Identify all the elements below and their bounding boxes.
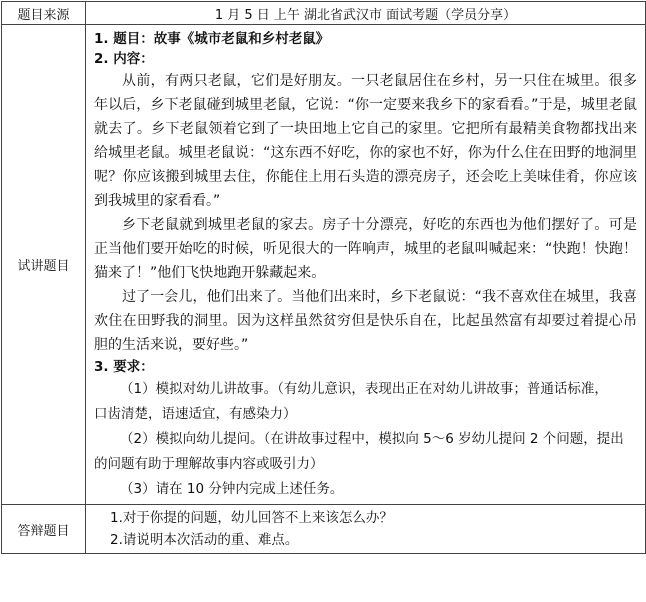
story-paragraph-3: 过了一会儿，他们出来了。当他们出来时，乡下老鼠说：“我不喜欢住在城里，我喜欢住在田野我的洞里。因为这样虽然贫穷但是快乐自在，比起虽然富有却要过着提心吊胆的生活来说，要好些。” — [94, 289, 637, 353]
source-value: 1 月 5 日 上午 湖北省武汉市 面试考题（学员分享） — [86, 2, 646, 25]
requirement-1-cont: 口齿清楚，语速适宜，有感染力） — [94, 406, 297, 422]
requirement-2: （2）模拟向幼儿提问。（在讲故事过程中，模拟向 5～6 岁幼儿提问 2 个问题，提出 — [120, 431, 624, 447]
requirements-heading: 3. 要求： — [94, 359, 154, 375]
topic-title: 1. 题目：故事《城市老鼠和乡村老鼠》 — [94, 31, 330, 47]
exam-table — [1, 1, 646, 554]
requirement-1: （1）模拟对幼儿讲故事。（有幼儿意识，表现出正在对幼儿讲故事；普通话标准， — [120, 381, 608, 397]
source-label: 题目来源 — [2, 2, 86, 25]
trial-label: 试讲题目 — [2, 25, 86, 505]
answer-content — [86, 505, 646, 554]
story-paragraph-2: 乡下老鼠就到城里老鼠的家去。房子十分漂亮，好吃的东西也为他们摆好了。可是正当他们要开始吃的时候，听见很大的一阵响声，城里的老鼠叫喊起来：“快跑！快跑！猫来了！”他们飞快地跑开躲藏起来。 — [94, 217, 637, 281]
answer-label: 答辩题目 — [2, 505, 86, 554]
requirement-3: （3）请在 10 分钟内完成上述任务。 — [120, 481, 344, 497]
answer-question-2: 2.请说明本次活动的重、难点。 — [110, 532, 299, 548]
trial-row — [2, 25, 646, 505]
trial-content — [86, 25, 646, 505]
answer-question-1: 1.对于你提的问题，幼儿回答不上来该怎么办？ — [110, 510, 393, 526]
header-row — [2, 2, 646, 25]
answer-row — [2, 505, 646, 554]
story-paragraph-1: 从前，有两只老鼠，它们是好朋友。一只老鼠居住在乡村，另一只住在城里。很多年以后，乡下老鼠碰到城里老鼠，它说：“你一定要来我乡下的家看看。”于是，城里老鼠就去了。乡下老鼠领着它到了一块田地上它自己的家里。它把所有最精美食物都找出来给城里老鼠。城里老鼠说：“这东西不好吃，你的家也不好，你为什么住在田野的地洞里呢？你应该搬到城里去住，你能住上用石头造的漂亮房子，还会吃上美味佳肴，你应该到我城里的家看看。” — [94, 73, 637, 209]
content-heading: 2. 内容： — [94, 51, 154, 67]
requirement-2-cont: 的问题有助于理解故事内容或吸引力） — [94, 456, 324, 472]
